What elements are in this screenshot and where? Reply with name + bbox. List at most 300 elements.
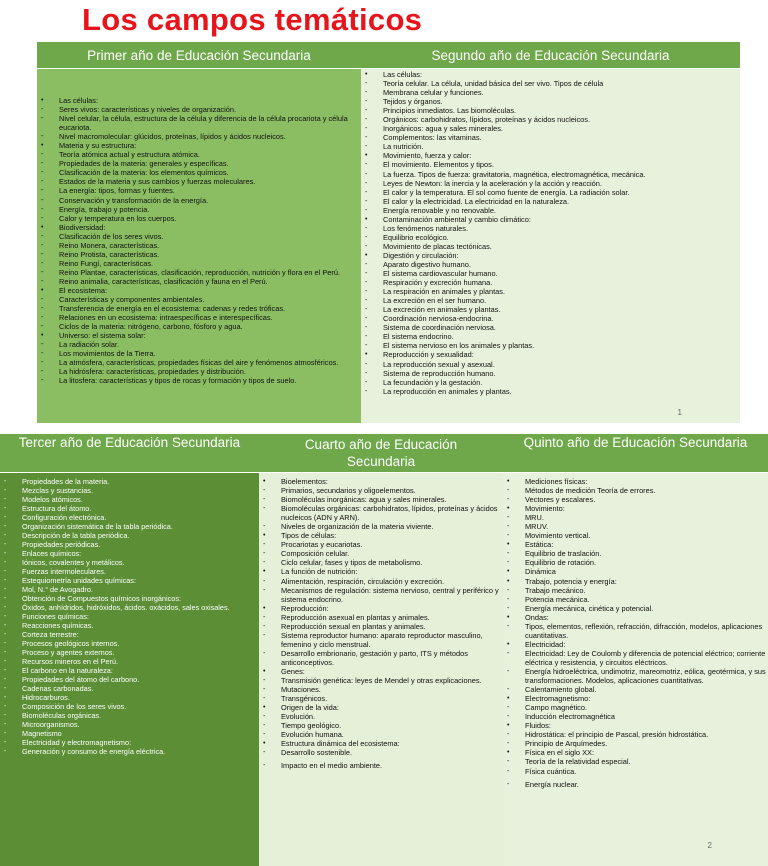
topic-item <box>259 703 503 712</box>
dash-marker: - <box>41 277 44 285</box>
dash-marker: - <box>41 268 44 276</box>
bullet-icon: • <box>507 478 510 485</box>
bullet-icon: • <box>365 152 368 160</box>
topic-item <box>37 141 361 150</box>
topic-text: Configuración electrónica. <box>22 513 107 522</box>
bullet-icon: • <box>41 142 44 150</box>
topic-item <box>361 350 740 359</box>
topic-text: Cadenas carbonadas. <box>22 684 94 693</box>
topic-item <box>503 595 768 604</box>
topic-text: El carbono en la naturaleza: <box>22 666 113 675</box>
topic-item <box>37 177 361 186</box>
topic-text: Procesos geológicos internos. <box>22 639 120 648</box>
bullet-icon: • <box>41 286 44 294</box>
topic-text: Tejidos y órganos. <box>383 97 443 107</box>
dash-marker: - <box>507 514 510 522</box>
topic-item <box>361 70 740 79</box>
topic-text: Estequiometría unidades químicas: <box>22 576 136 585</box>
dash-marker: - <box>4 667 7 674</box>
dash-marker: - <box>41 377 44 385</box>
topic-item <box>361 387 740 396</box>
topic-list <box>37 96 361 386</box>
topic-text: Nivel celular, la célula, estructura de la célula y diferencia de la célula procariota y célula eucariota. <box>59 114 348 133</box>
topic-item <box>0 711 259 720</box>
topic-text: Teoría celular. La célula, unidad básica del ser vivo. Tipos de célula <box>383 79 604 89</box>
topic-item <box>0 693 259 702</box>
bullet-icon: • <box>507 541 510 549</box>
topic-item <box>503 558 768 567</box>
dash-marker: - <box>263 677 266 685</box>
topic-item <box>361 360 740 369</box>
topic-text: Reino Fungí, características. <box>59 258 154 268</box>
dash-marker: - <box>365 242 368 250</box>
topic-text: Fluidos: <box>525 721 551 731</box>
topic-text: Tiempo geológico. <box>281 721 342 731</box>
topic-item <box>503 540 768 549</box>
dash-marker: - <box>263 541 266 549</box>
topic-text: Clasificación de los seres vivos. <box>59 231 164 241</box>
topic-item <box>37 168 361 177</box>
topic-text: Sistema reproductor humano: aparato reproductor masculino, femenino y ciclo menstrual. <box>281 630 483 649</box>
dash-marker: - <box>365 143 368 151</box>
dash-marker: - <box>507 704 510 712</box>
topic-text: Composición celular. <box>281 549 350 559</box>
topic-item <box>503 549 768 558</box>
bullet-icon: • <box>263 740 266 748</box>
topic-item <box>259 730 503 739</box>
dash-marker: - <box>41 178 44 186</box>
dash-marker: - <box>365 233 368 241</box>
topic-text: Alimentación, respiración, circulación y excreción. <box>281 576 445 586</box>
dash-marker: - <box>41 151 44 159</box>
topic-text: Tipos, elementos, reflexión, refracción, difracción, modelos, aplicaciones cuantitativas. <box>525 621 763 640</box>
topic-text: Microorganismos. <box>22 720 80 729</box>
topic-item <box>259 685 503 694</box>
topic-text: La atmósfera, características, propiedades físicas del aire y fenómenos atmosféricos. <box>59 358 339 368</box>
topic-item <box>361 115 740 124</box>
topic-text: Mezclas y sustancias. <box>22 486 93 495</box>
topic-text: Sistema de reproducción humano. <box>383 368 496 378</box>
panel-fifth-year <box>503 434 768 866</box>
dash-marker: - <box>4 658 7 665</box>
topic-text: Propiedades periódicas. <box>22 540 101 549</box>
dash-marker: - <box>507 622 510 630</box>
topic-item <box>0 558 259 567</box>
topic-text: Aparato digestivo humano. <box>383 259 471 269</box>
topic-item <box>361 97 740 106</box>
panel-header: Quinto año de Educación Secundaria <box>503 434 768 473</box>
topic-item <box>361 160 740 169</box>
topic-text: Calor y temperatura en los cuerpos. <box>59 213 177 223</box>
dash-marker: - <box>507 550 510 558</box>
topic-item <box>259 540 503 549</box>
topic-item <box>37 96 361 105</box>
topic-text: Teoría atómica actual y estructura atómica. <box>59 150 200 160</box>
topic-text: La energía: tipos, formas y fuentes. <box>59 186 175 196</box>
topic-item <box>503 622 768 640</box>
dash-marker: - <box>4 496 7 503</box>
topic-item <box>361 170 740 179</box>
topic-item <box>259 531 503 540</box>
topic-text: Reino Monera, características. <box>59 240 160 250</box>
dash-marker: - <box>4 703 7 710</box>
topic-text: Mediciones físicas: <box>525 477 588 486</box>
topic-item <box>37 286 361 295</box>
dash-marker: - <box>263 749 266 757</box>
dash-marker: - <box>41 160 44 168</box>
topic-item <box>37 340 361 349</box>
topic-text: Equilibrio ecológico. <box>383 232 449 242</box>
topic-text: Estática: <box>525 540 554 550</box>
dash-marker: - <box>263 762 266 770</box>
dash-marker: - <box>263 695 266 703</box>
topic-text: Iónicos, covalentes y metálicos. <box>22 558 125 567</box>
topic-item <box>259 721 503 730</box>
dash-marker: - <box>365 333 368 341</box>
topic-item <box>0 666 259 675</box>
topic-text: Leyes de Newton: la inercia y la aceleración y la acción y reacción. <box>383 178 602 188</box>
dash-marker: - <box>4 730 7 737</box>
topic-text: Procariotas y eucariotas. <box>281 540 363 550</box>
dash-marker: - <box>4 523 7 530</box>
topic-item <box>0 576 259 585</box>
bullet-icon: • <box>263 704 266 712</box>
topic-item <box>0 513 259 522</box>
bullet-icon: • <box>263 568 266 576</box>
dash-marker: - <box>365 387 368 395</box>
topic-text: Los fenómenos naturales. <box>383 223 469 233</box>
topic-item <box>37 150 361 159</box>
dash-marker: - <box>263 577 266 585</box>
topic-item <box>0 531 259 540</box>
topic-text: Ondas: <box>525 612 549 622</box>
topic-item <box>259 549 503 558</box>
dash-marker: - <box>4 676 7 683</box>
topic-item <box>259 567 503 576</box>
topic-item <box>0 549 259 558</box>
dash-marker: - <box>263 631 266 639</box>
topic-text: Reproducción y sexualidad: <box>383 350 474 360</box>
topic-item <box>37 196 361 205</box>
dash-marker: - <box>4 541 7 548</box>
topic-item <box>259 667 503 676</box>
topic-item <box>503 604 768 613</box>
dash-marker: - <box>365 116 368 124</box>
dash-marker: - <box>507 586 510 594</box>
topic-text: Biomoléculas inorgánicas: agua y sales minerales. <box>281 495 447 505</box>
topic-text: Las células: <box>59 96 99 105</box>
topic-item <box>361 88 740 97</box>
topic-item <box>37 232 361 241</box>
dash-marker: - <box>41 250 44 258</box>
topic-text: La excreción en animales y plantas. <box>383 305 501 315</box>
topic-item <box>37 105 361 114</box>
dash-marker: - <box>365 297 368 305</box>
dash-marker: - <box>4 559 7 566</box>
topic-item <box>37 322 361 331</box>
dash-marker: - <box>4 532 7 539</box>
topic-text: El calor y la electricidad. La electricidad en la naturaleza. <box>383 196 570 206</box>
topic-text: Recursos mineros en el Perú. <box>22 657 119 666</box>
bullet-icon: • <box>41 223 44 231</box>
topic-item <box>0 720 259 729</box>
dash-marker: - <box>4 604 7 611</box>
topic-text: Nivel macromolecular: glúcidos, proteínas, lípidos y ácidos nucleicos. <box>59 132 286 142</box>
dash-marker: - <box>365 170 368 178</box>
topic-text: Bioelementos: <box>281 477 328 486</box>
topic-item <box>503 640 768 649</box>
topic-item <box>259 748 503 757</box>
topic-item <box>361 314 740 323</box>
panel-second-year <box>361 42 740 423</box>
dash-marker: - <box>4 649 7 656</box>
dash-marker: - <box>507 767 510 775</box>
topic-item <box>0 486 259 495</box>
topic-item <box>503 567 768 576</box>
topic-item <box>259 649 503 667</box>
dash-marker: - <box>507 649 510 657</box>
topic-text: Evolución humana. <box>281 730 344 740</box>
topic-text: Enlaces químicos: <box>22 549 82 558</box>
topic-item <box>37 358 361 367</box>
topic-text: Energía mecánica, cinética y potencial. <box>525 603 654 613</box>
topic-item <box>259 604 503 613</box>
bullet-icon: • <box>507 749 510 757</box>
dash-marker: - <box>365 89 368 97</box>
topic-text: Reproducción asexual en plantas y animales. <box>281 612 430 622</box>
dash-marker: - <box>365 161 368 169</box>
dash-marker: - <box>41 232 44 240</box>
topic-item <box>503 667 768 685</box>
topic-text: Obtención de Compuestos químicos inorgánicos: <box>22 594 181 603</box>
topic-item <box>503 748 768 757</box>
topic-text: Trabajo mecánico. <box>525 585 586 595</box>
topic-text: Teoría de la relatividad especial. <box>525 757 631 767</box>
panel-header: Tercer año de Educación Secundaria <box>0 434 259 473</box>
topic-text: Reino Protista, características. <box>59 249 160 259</box>
topic-item <box>259 712 503 721</box>
topic-item <box>361 224 740 233</box>
topic-text: Conservación y transformación de la energía. <box>59 195 209 205</box>
topic-item <box>361 197 740 206</box>
dash-marker: - <box>365 197 368 205</box>
dash-marker: - <box>263 496 266 504</box>
topic-item <box>361 260 740 269</box>
dash-marker: - <box>4 721 7 728</box>
topic-item <box>259 739 503 748</box>
bullet-icon: • <box>263 478 266 485</box>
topic-item <box>37 250 361 259</box>
dash-marker: - <box>263 586 266 594</box>
topic-item <box>37 367 361 376</box>
topic-text: Mol, N.° de Avogadro. <box>22 585 93 594</box>
dash-marker: - <box>41 205 44 213</box>
bullet-icon: • <box>263 532 266 540</box>
topic-item <box>503 486 768 495</box>
topic-text: La hidrósfera: características, propiedades y distribución. <box>59 367 246 377</box>
panel-body <box>37 69 361 423</box>
topic-item <box>503 757 768 766</box>
topic-text: Materia y su estructura: <box>59 141 137 151</box>
topic-text: Las células: <box>383 70 423 79</box>
topic-text: Genes: <box>281 666 305 676</box>
topic-text: Electromagnetismo: <box>525 694 591 704</box>
dash-marker: - <box>41 323 44 331</box>
topic-text: Composición de los seres vivos. <box>22 702 127 711</box>
topic-text: Estructura del átomo. <box>22 504 92 513</box>
topic-text: Propiedades de la materia. <box>22 477 110 486</box>
dash-marker: - <box>4 694 7 701</box>
topic-text: Energía renovable y no renovable. <box>383 205 496 215</box>
topic-text: Primarios, secundarios y oligoelementos. <box>281 486 416 496</box>
topic-text: Generación y consumo de energía eléctrica. <box>22 747 166 756</box>
dash-marker: - <box>507 559 510 567</box>
page-number: 2 <box>707 841 712 850</box>
topic-item <box>503 767 768 776</box>
topic-item <box>361 251 740 260</box>
topic-item <box>361 269 740 278</box>
topic-item <box>503 712 768 721</box>
dash-marker: - <box>365 188 368 196</box>
dash-marker: - <box>365 224 368 232</box>
topic-item <box>259 486 503 495</box>
topic-text: La nutrición. <box>383 142 424 152</box>
topic-text: Hidrocarburos. <box>22 693 70 702</box>
dash-marker: - <box>41 196 44 204</box>
topic-text: Origen de la vida: <box>281 703 339 713</box>
topic-text: Sistema de coordinación nerviosa. <box>383 323 496 333</box>
topic-text: El ecosistema: <box>59 285 108 295</box>
dash-marker: - <box>507 496 510 504</box>
dash-marker: - <box>365 306 368 314</box>
topic-item <box>361 378 740 387</box>
topic-item <box>37 331 361 340</box>
topic-item <box>503 685 768 694</box>
topic-text: Tipos de células: <box>281 531 337 541</box>
dash-marker: - <box>365 206 368 214</box>
topic-item <box>37 214 361 223</box>
topic-text: Orgánicos: carbohidratos, lípidos, proteínas y ácidos nucleicos. <box>383 115 591 125</box>
dash-marker: - <box>263 622 266 630</box>
topic-item <box>259 622 503 631</box>
panel-header-line: Secundaria <box>346 454 416 469</box>
topic-item <box>0 684 259 693</box>
topic-text: Impacto en el medio ambiente. <box>281 761 383 771</box>
topic-text: Niveles de organización de la materia viviente. <box>281 522 434 532</box>
dash-marker: - <box>4 622 7 629</box>
topic-text: Hidrostática: el principio de Pascal, presión hidrostática. <box>525 730 709 740</box>
topic-item <box>361 142 740 151</box>
dash-marker: - <box>365 378 368 386</box>
topic-item <box>0 675 259 684</box>
topic-item <box>0 612 259 621</box>
bullet-icon: • <box>365 251 368 259</box>
topic-item <box>259 558 503 567</box>
panel-header <box>259 434 503 473</box>
topic-text: Energía, trabajo y potencia. <box>59 204 150 214</box>
topic-item <box>37 349 361 358</box>
topic-text: Principio de Arquímedes. <box>525 739 608 749</box>
topic-text: Principios inmediatos. Las biomoléculas. <box>383 106 517 116</box>
topic-item <box>503 504 768 513</box>
topic-text: Equilibrio de rotación. <box>525 558 597 568</box>
topic-text: Mutaciones. <box>281 685 321 695</box>
topic-item <box>503 577 768 586</box>
topic-text: Energía hidroeléctrica, undimotriz, mareomotriz, eólica, geotérmica, y sus transformaciones. Modelos, aplicaciones cuantitativas. <box>525 666 766 686</box>
topic-text: Potencia mecánica. <box>525 594 590 604</box>
dash-marker: - <box>507 731 510 739</box>
topic-text: El sistema endocrino. <box>383 332 454 342</box>
topic-text: Reproducción sexual en plantas y animales. <box>281 621 426 631</box>
dash-marker: - <box>365 369 368 377</box>
topic-item <box>361 124 740 133</box>
topic-item <box>0 594 259 603</box>
topic-item <box>361 151 740 160</box>
panel-first-year <box>37 42 361 423</box>
topic-text: Los movimientos de la Tierra. <box>59 349 156 359</box>
topic-text: Relaciones en un ecosistema: intraespecíficas e interespecíficas. <box>59 313 273 323</box>
panel-header: Segundo año de Educación Secundaria <box>361 42 740 69</box>
topic-text: Evolución. <box>281 712 316 722</box>
topic-item <box>361 369 740 378</box>
dash-marker: - <box>4 577 7 584</box>
dash-marker: - <box>365 179 368 187</box>
topic-text: Movimiento: <box>525 504 565 514</box>
dash-marker: - <box>507 740 510 748</box>
topic-text: Seres vivos: características y niveles de organización. <box>59 105 237 115</box>
dash-marker: - <box>4 685 7 692</box>
topic-item <box>37 295 361 304</box>
topic-item <box>259 495 503 504</box>
topic-item <box>503 730 768 739</box>
topic-item <box>259 586 503 604</box>
topic-item <box>0 504 259 513</box>
topic-item <box>0 657 259 666</box>
topic-item <box>503 522 768 531</box>
bullet-icon: • <box>41 97 44 104</box>
topic-text: MRUV. <box>525 522 549 532</box>
dash-marker: - <box>4 487 7 494</box>
topic-item <box>361 206 740 215</box>
topic-list <box>503 477 768 789</box>
topic-text: Energía nuclear. <box>525 779 579 789</box>
topic-text: Inducción electromagnética <box>525 712 615 722</box>
dash-marker: - <box>365 98 368 106</box>
bullet-icon: • <box>507 640 510 648</box>
dash-marker: - <box>263 722 266 730</box>
topic-text: La respiración en animales y plantas. <box>383 287 506 297</box>
dash-marker: - <box>4 595 7 602</box>
dash-marker: - <box>263 649 266 657</box>
topic-item <box>37 132 361 141</box>
page-title: Los campos temáticos <box>82 2 423 37</box>
dash-marker: - <box>4 505 7 512</box>
topic-item <box>361 233 740 242</box>
topic-item <box>361 188 740 197</box>
topic-item <box>361 332 740 341</box>
topic-item <box>503 694 768 703</box>
dash-marker: - <box>41 133 44 141</box>
topic-text: Estructura dinámica del ecosistema: <box>281 739 400 749</box>
bullet-icon: • <box>263 667 266 675</box>
topic-item <box>37 114 361 132</box>
topic-text: Respiración y excreción humana. <box>383 278 493 288</box>
dash-marker: - <box>365 125 368 133</box>
dash-marker: - <box>41 305 44 313</box>
topic-text: La excreción en el ser humano. <box>383 296 487 306</box>
topic-text: Electricidad y electromagnetismo: <box>22 738 132 747</box>
dash-marker: - <box>263 713 266 721</box>
